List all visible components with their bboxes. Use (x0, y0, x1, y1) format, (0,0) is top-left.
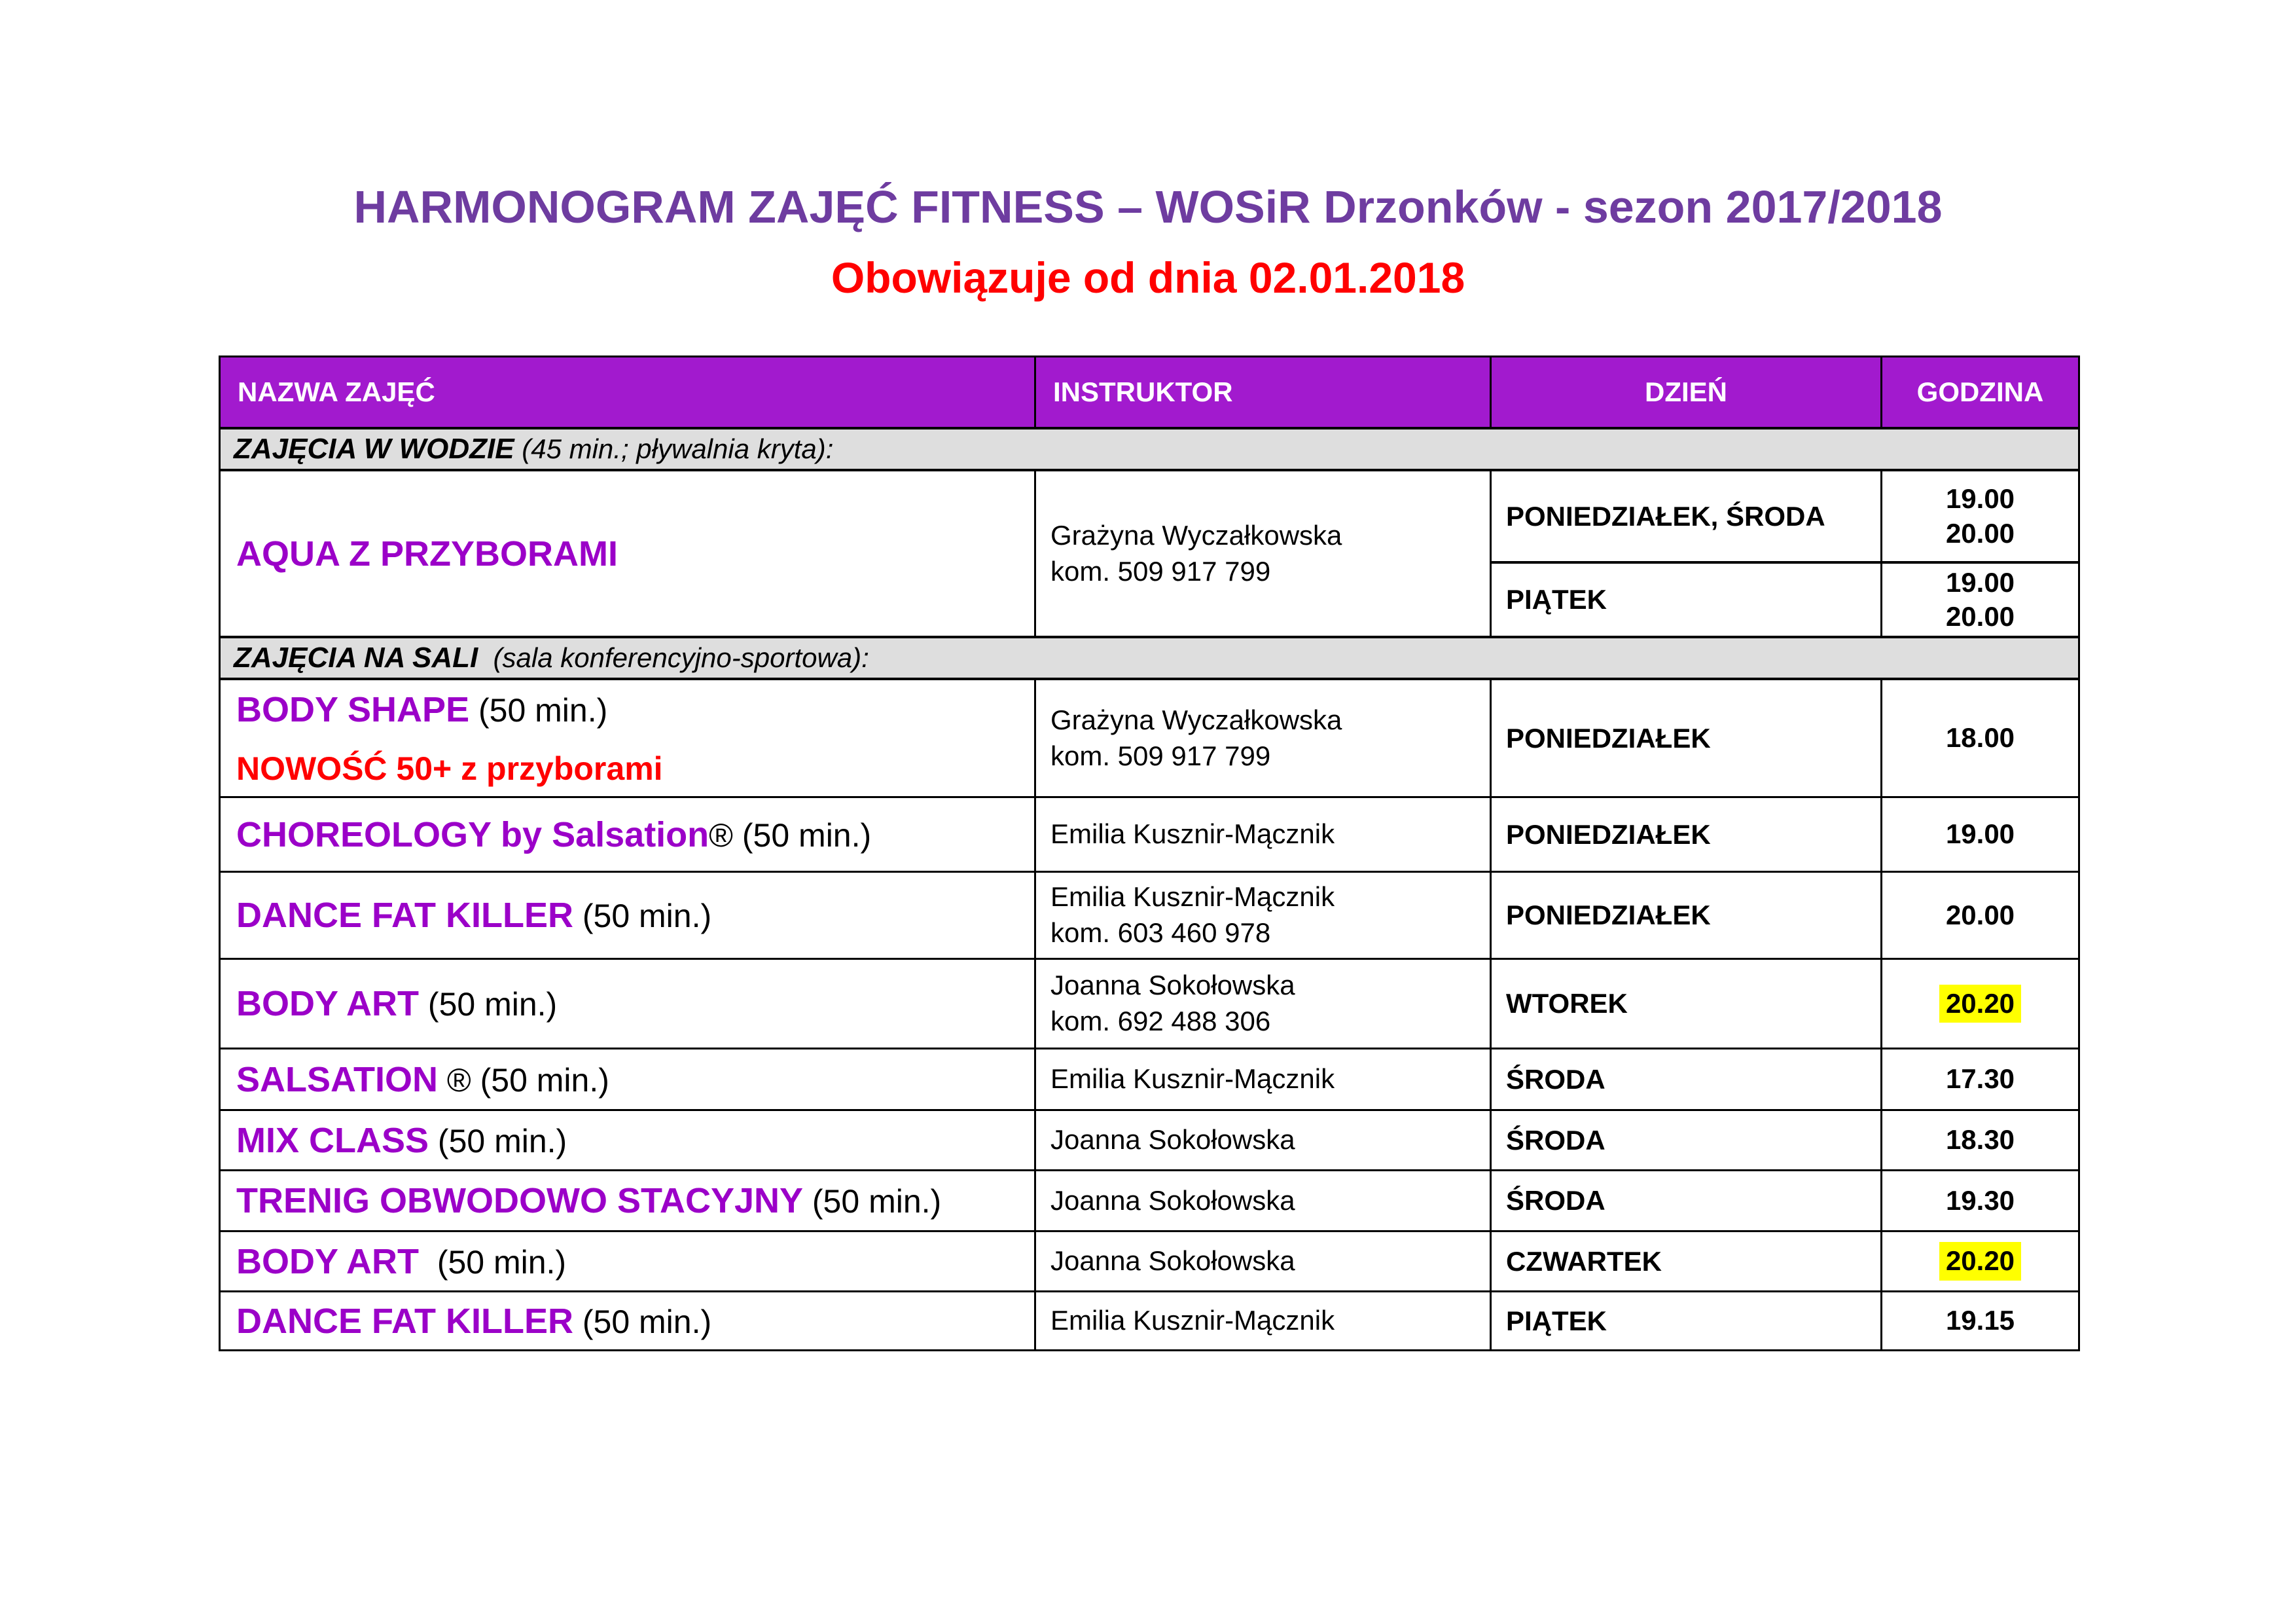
instructor-phone: kom. 603 460 978 (1050, 917, 1271, 948)
class-name-cell (221, 1049, 1036, 1109)
time-value: 18.30 (1945, 1124, 2015, 1156)
class-name-cell (221, 680, 1036, 796)
day-cell: ŚRODA (1492, 1049, 1882, 1109)
instructor-cell (1036, 1171, 1492, 1230)
table-row (221, 1049, 2078, 1111)
instructor-cell (1036, 1292, 1492, 1349)
time-cell (1882, 471, 2078, 561)
section-water-title: ZAJĘCIA W WODZIE (234, 433, 514, 465)
section-water-note: (45 min.; pływalnia kryta): (514, 433, 834, 464)
time-value: 20.00 (1945, 517, 2015, 549)
instructor-name: Emilia Kusznir-Mącznik (1050, 818, 1335, 850)
day-cell: PIĄTEK (1492, 564, 1882, 636)
instructor-name: Emilia Kusznir-Mącznik (1050, 881, 1335, 913)
class-duration: (50 min.) (419, 1243, 567, 1281)
day-cell: CZWARTEK (1492, 1232, 1882, 1290)
class-name: MIX CLASS (236, 1120, 429, 1160)
day-cell: PONIEDZIAŁEK (1492, 680, 1882, 796)
day-cell: PONIEDZIAŁEK (1492, 873, 1882, 958)
day-cell: PONIEDZIAŁEK, ŚRODA (1492, 471, 1882, 561)
instructor-cell (1036, 1111, 1492, 1169)
class-name: CHOREOLOGY by Salsation (236, 814, 709, 854)
instructor-cell (1036, 873, 1492, 958)
day-cell: PIĄTEK (1492, 1292, 1882, 1349)
instructor-cell (1036, 960, 1492, 1048)
instructor-cell (1036, 1232, 1492, 1290)
class-name: SALSATION (236, 1059, 438, 1099)
class-duration: (50 min.) (471, 1061, 609, 1099)
table-row (221, 960, 2078, 1049)
instructor-cell (1036, 798, 1492, 871)
class-name-cell (221, 471, 1036, 636)
class-name-cell (221, 960, 1036, 1048)
section-hall-note: (sala konferencyjno-sportowa): (478, 642, 869, 673)
section-row-hall (221, 638, 2078, 680)
class-duration: (50 min.) (733, 816, 872, 854)
aqua-slot-2 (1492, 564, 2078, 636)
instructor-name: Emilia Kusznir-Mącznik (1050, 1305, 1335, 1336)
table-row (221, 873, 2078, 960)
instructor-name: Joanna Sokołowska (1050, 970, 1295, 1001)
instructor-name: Joanna Sokołowska (1050, 1184, 1295, 1216)
page-subtitle: Obowiązuje od dnia 02.01.2018 (831, 253, 1465, 302)
table-row (221, 680, 2078, 798)
time-cell (1882, 798, 2078, 871)
table-row (221, 1292, 2078, 1349)
instructor-phone: kom. 509 917 799 (1050, 555, 1271, 587)
time-cell (1882, 1111, 2078, 1169)
section-row-water (221, 429, 2078, 471)
class-name-cell (221, 798, 1036, 871)
class-name: BODY SHAPE (236, 689, 470, 729)
instructor-cell (1036, 1049, 1492, 1109)
instructor-name: Joanna Sokołowska (1050, 1245, 1295, 1277)
registered-mark: ® (438, 1061, 471, 1099)
schedule-table (219, 356, 2080, 1351)
time-value: 19.15 (1945, 1305, 2015, 1336)
day-cell: PONIEDZIAŁEK (1492, 798, 1882, 871)
instructor-name: Emilia Kusznir-Mącznik (1050, 1063, 1335, 1095)
time-value: 19.00 (1945, 566, 2015, 598)
class-name: BODY ART (236, 1241, 420, 1281)
instructor-phone: kom. 692 488 306 (1050, 1006, 1271, 1036)
time-cell (1882, 1232, 2078, 1290)
time-value: 20.20 (1939, 1242, 2021, 1281)
table-body (221, 680, 2078, 1349)
time-cell (1882, 564, 2078, 636)
header-dzien: DZIEŃ (1492, 357, 1882, 427)
class-name: TRENIG OBWODOWO STACYJNY (236, 1181, 804, 1220)
aqua-day-time-block (1492, 471, 2078, 636)
time-value: 17.30 (1945, 1063, 2015, 1095)
class-name-cell (221, 1232, 1036, 1290)
instructor-cell (1036, 680, 1492, 796)
instructor-name: Grażyna Wyczałkowska (1050, 704, 1342, 735)
day-cell: WTOREK (1492, 960, 1882, 1048)
time-value: 20.00 (1945, 899, 2015, 930)
class-duration: (50 min.) (469, 691, 608, 729)
header-godzina: GODZINA (1916, 376, 2044, 407)
class-duration: (50 min.) (429, 1122, 567, 1159)
aqua-slot-1 (1492, 471, 2078, 564)
time-cell (1882, 873, 2078, 958)
day-cell: ŚRODA (1492, 1111, 1882, 1169)
table-row (221, 1171, 2078, 1232)
header-instruktor: INSTRUKTOR (1036, 357, 1492, 427)
time-value: 20.20 (1939, 985, 2021, 1023)
table-row (221, 798, 2078, 873)
class-name-cell (221, 1111, 1036, 1169)
day-cell: ŚRODA (1492, 1171, 1882, 1230)
time-value: 20.00 (1945, 601, 2015, 632)
time-cell (1882, 1049, 2078, 1109)
time-cell (1882, 960, 2078, 1048)
instructor-name: Joanna Sokołowska (1050, 1124, 1295, 1156)
instructor-name: Grażyna Wyczałkowska (1050, 519, 1342, 551)
instructor-cell (1036, 471, 1492, 636)
class-duration: (50 min.) (803, 1183, 942, 1220)
class-duration: (50 min.) (573, 898, 712, 934)
class-name: DANCE FAT KILLER (236, 1301, 573, 1341)
section-hall-title: ZAJĘCIA NA SALI (234, 642, 478, 674)
class-name: BODY ART (236, 984, 420, 1023)
table-row (221, 1232, 2078, 1292)
class-duration: (50 min.) (573, 1303, 712, 1340)
class-duration: (50 min.) (419, 986, 558, 1023)
time-cell (1882, 1171, 2078, 1230)
time-value: 19.00 (1945, 483, 2015, 514)
table-row-aqua (221, 471, 2078, 638)
time-value: 19.00 (1945, 818, 2015, 850)
time-cell (1882, 680, 2078, 796)
class-name-cell (221, 1171, 1036, 1230)
instructor-phone: kom. 509 917 799 (1050, 740, 1271, 771)
class-name: DANCE FAT KILLER (236, 896, 573, 935)
header-nazwa-zajec: NAZWA ZAJĘĆ (221, 357, 1036, 427)
class-name: AQUA Z PRZYBORAMI (236, 534, 618, 574)
page-title: HARMONOGRAM ZAJĘĆ FITNESS – WOSiR Drzonków - sezon 2017/2018 (353, 181, 1943, 232)
time-value: 18.00 (1945, 722, 2015, 754)
class-name-cell (221, 873, 1036, 958)
table-header-row (221, 357, 2078, 429)
table-row (221, 1111, 2078, 1171)
class-extra-note: NOWOŚĆ 50+ z przyborami (236, 750, 663, 787)
registered-mark: ® (709, 816, 733, 854)
class-name-cell (221, 1292, 1036, 1349)
time-value: 19.30 (1945, 1184, 2015, 1216)
time-cell (1882, 1292, 2078, 1349)
